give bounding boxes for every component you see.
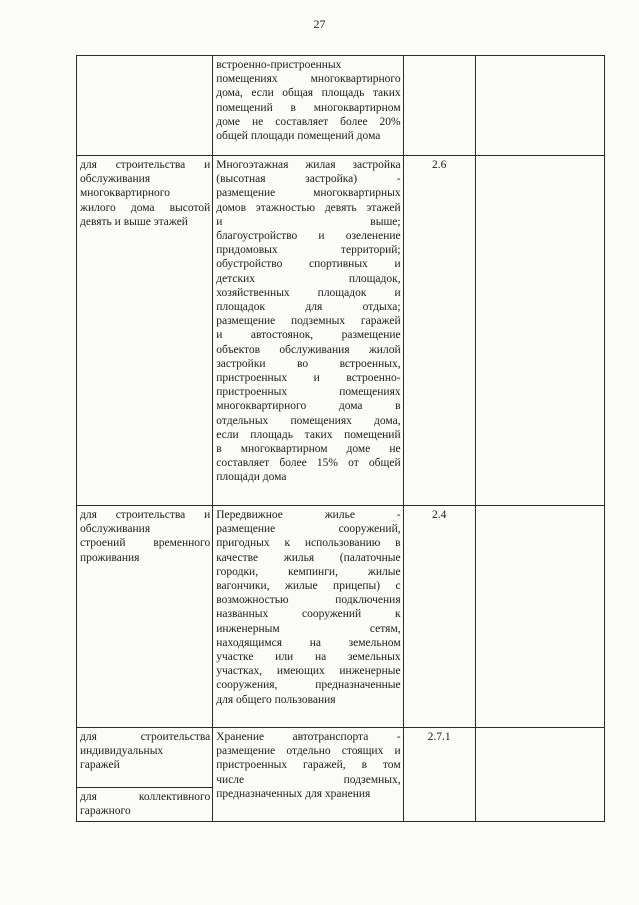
- empty-cell: [475, 506, 604, 728]
- text-line: и автостоянок, размещение: [216, 329, 401, 342]
- text-line: Передвижное жилье -: [216, 509, 401, 521]
- text-line: пристроенных помещениях: [216, 386, 401, 399]
- text-line: жилого дома высотой: [80, 201, 211, 214]
- text-line: помещений в многоквартирном: [216, 101, 401, 114]
- text-line: доме не составляет более 20%: [216, 115, 401, 128]
- text-line: в многоквартирном доме не: [216, 443, 401, 456]
- text-line: качестве жилья (палаточные: [216, 551, 401, 564]
- table-row: [77, 156, 605, 506]
- empty-cell: [475, 156, 604, 506]
- text-line: девять и выше этажей: [80, 215, 188, 228]
- text-line: составляет более 15% от общей: [216, 457, 401, 470]
- text-line: сооружения, предназначенные: [216, 679, 401, 692]
- purpose-subcell: [77, 787, 212, 818]
- text-line: размещение сооружений,: [216, 523, 401, 536]
- text-line: индивидуальных: [80, 745, 164, 758]
- text-line: площади дома: [216, 471, 287, 484]
- text-line: многоквартирного дома в: [216, 400, 401, 413]
- text-line: для коллективного: [80, 790, 211, 803]
- land-use-table: [76, 55, 605, 822]
- text-line: числе подземных,: [216, 773, 401, 786]
- code-cell: 2.6: [403, 156, 475, 506]
- purpose-cell: [77, 506, 213, 728]
- text-line: дома, если общая площадь таких: [216, 87, 401, 100]
- purpose-cell: [77, 56, 213, 156]
- text-line: гаражей: [80, 759, 120, 772]
- description-cell: [213, 506, 403, 728]
- text-line: площадок для отдыха;: [216, 301, 401, 314]
- page-number: 27: [313, 17, 326, 31]
- table-row: [77, 506, 605, 728]
- text-line: многоквартирного: [80, 187, 170, 200]
- code-cell: 2.4: [403, 506, 475, 728]
- empty-cell: [475, 56, 604, 156]
- text-line: Многоэтажная жилая застройка: [216, 159, 401, 171]
- table-row: [77, 56, 605, 156]
- text-line: застройки во встроенных,: [216, 357, 401, 370]
- purpose-cell: [77, 728, 213, 822]
- text-line: пристроенных гаражей, в том: [216, 759, 401, 772]
- text-line: пристроенных и встроенно-: [216, 372, 401, 385]
- text-line: домов этажностью девять этажей: [216, 201, 401, 214]
- text-line: обслуживания: [80, 523, 151, 536]
- text-line: благоустройство и озеленение: [216, 230, 401, 243]
- text-line: обустройство спортивных и: [216, 258, 401, 271]
- text-line: инженерным сетям,: [216, 622, 401, 635]
- text-line: строений временного: [80, 537, 211, 550]
- text-line: возможностью подключения: [216, 594, 401, 607]
- text-line: для общего пользования: [216, 693, 336, 706]
- text-line: Хранение автотранспорта -: [216, 731, 401, 743]
- table-row: [77, 728, 605, 822]
- text-line: для строительства и: [80, 159, 211, 171]
- text-line: размещение подземных гаражей: [216, 315, 401, 328]
- text-line: названных сооружений к: [216, 608, 401, 621]
- purpose-cell: [77, 156, 213, 506]
- text-line: если площадь таких помещений: [216, 428, 401, 441]
- text-line: городки, кемпинги, жилые: [216, 565, 401, 578]
- code-cell: [403, 56, 475, 156]
- text-line: участке или на земельных: [216, 651, 401, 664]
- text-line: пригодных к использованию в: [216, 537, 401, 550]
- text-line: размещение многоквартирных: [216, 187, 401, 200]
- text-line: находящимся на земельном: [216, 636, 401, 649]
- text-line: вагончики, жилые прицепы) с: [216, 580, 401, 593]
- text-line: проживания: [80, 551, 140, 564]
- text-line: общей площади помещений дома: [216, 130, 381, 143]
- text-line: размещение отдельно стоящих и: [216, 745, 401, 758]
- text-line: участках, имеющих инженерные: [216, 665, 401, 678]
- text-line: и выше;: [216, 215, 401, 228]
- text-line: объектов обслуживания жилой: [216, 343, 401, 356]
- description-cell: [213, 728, 403, 822]
- text-line: для строительства: [80, 731, 211, 743]
- text-line: детских площадок,: [216, 272, 401, 285]
- text-line: предназначенных для хранения: [216, 787, 371, 800]
- text-line: помещениях многоквартирного: [216, 73, 401, 86]
- text-line: обслуживания: [80, 173, 151, 186]
- description-cell: [213, 56, 403, 156]
- code-cell: 2.7.1: [403, 728, 475, 822]
- description-cell: [213, 156, 403, 506]
- text-line: придомовых территорий;: [216, 244, 401, 257]
- text-line: гаражного: [80, 804, 131, 817]
- empty-cell: [475, 728, 604, 822]
- text-line: встроенно-пристроенных: [216, 59, 342, 71]
- text-line: отдельных помещениях дома,: [216, 414, 401, 427]
- text-line: (высотная застройка) -: [216, 173, 401, 186]
- text-line: хозяйственных площадок и: [216, 286, 401, 299]
- text-line: для строительства и: [80, 509, 211, 521]
